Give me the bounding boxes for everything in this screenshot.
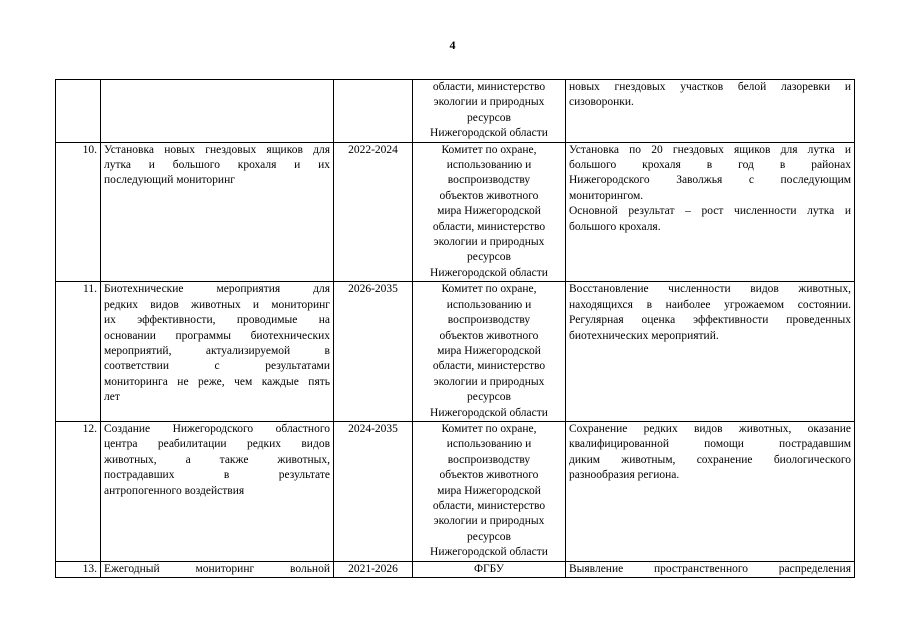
action-cell xyxy=(101,80,334,143)
row-number-cell: 13. xyxy=(56,561,101,577)
action-cell xyxy=(101,561,334,577)
result-line: Выявление пространственного распределения xyxy=(569,562,851,575)
responsible-line: воспроизводству xyxy=(447,174,531,187)
responsible-line: Нижегородской области xyxy=(430,266,548,279)
responsible-line: использованию и xyxy=(446,298,532,311)
responsible-cell xyxy=(413,561,566,577)
responsible-line: Нижегородской области xyxy=(430,546,548,559)
action-line: пострадавших в результате xyxy=(104,469,330,482)
result-line: Нижегородского Заволжья с последующим xyxy=(569,174,851,187)
result-cell xyxy=(566,142,855,282)
result-line: большого крохаля. xyxy=(569,220,661,233)
responsible-line: воспроизводству xyxy=(447,314,531,327)
result-line: Основной результат – рост численности лутка и xyxy=(569,205,851,218)
table-body xyxy=(56,80,855,578)
result-line: Сохранение редких видов животных, оказание xyxy=(569,422,851,435)
action-line: Биотехнические мероприятия для xyxy=(104,283,330,296)
row-number-cell: 12. xyxy=(56,421,101,561)
responsible-line: ресурсов xyxy=(467,391,511,404)
result-line: Восстановление численности видов животных, xyxy=(569,283,851,296)
responsible-line: ресурсов xyxy=(467,251,511,264)
result-line: Регулярная оценка эффективности проведенных xyxy=(569,314,851,327)
measures-table xyxy=(55,79,855,578)
action-line: центра реабилитации редких видов xyxy=(104,438,330,451)
responsible-line: области, министерство xyxy=(432,220,546,233)
action-line: последующий мониторинг xyxy=(104,174,235,187)
result-line: квалифицированной помощи пострадавшим xyxy=(569,438,851,451)
result-cell xyxy=(566,561,855,577)
responsible-line: ФГБУ xyxy=(473,562,505,575)
responsible-line: мира Нижегородской xyxy=(437,484,541,497)
table-row xyxy=(56,421,855,561)
result-line: новых гнездовых участков белой лазоревки и xyxy=(569,81,851,93)
result-line: мониторингом. xyxy=(569,189,644,202)
row-number-cell: 11. xyxy=(56,282,101,422)
row-number-cell: 10. xyxy=(56,142,101,282)
table-row xyxy=(56,561,855,577)
responsible-line: объектов животного xyxy=(439,469,539,482)
period-cell: 2026-2035 xyxy=(334,282,413,422)
period-cell xyxy=(334,80,413,143)
action-line: редких видов животных и мониторинг xyxy=(104,298,330,311)
table-row xyxy=(56,142,855,282)
responsible-line: Нижегородской области xyxy=(430,127,548,140)
responsible-line: экологии и природных xyxy=(433,96,545,109)
responsible-cell xyxy=(413,421,566,561)
action-line: мониторинга не реже, чем каждые пять xyxy=(104,375,330,388)
responsible-line: мира Нижегородской xyxy=(437,344,541,357)
responsible-line: воспроизводству xyxy=(447,453,531,466)
period-cell: 2022-2024 xyxy=(334,142,413,282)
responsible-line: Нижегородской области xyxy=(430,406,548,419)
responsible-line: области, министерство xyxy=(432,360,546,373)
page-number: 4 xyxy=(449,38,456,52)
result-line: находящихся в наиболее угрожаемом состоянии. xyxy=(569,298,851,311)
action-line: антропогенного воздействия xyxy=(104,484,245,497)
row-number-cell xyxy=(56,80,101,143)
responsible-line: Комитет по охране, xyxy=(441,422,537,435)
result-cell xyxy=(566,421,855,561)
action-line: Создание Нижегородского областного xyxy=(104,422,330,435)
responsible-line: области, министерство xyxy=(432,499,546,512)
action-line: мероприятий, актуализируемой в xyxy=(104,344,330,357)
result-line: большого крохаля в год в районах xyxy=(569,159,851,172)
action-line: их эффективности, проводимые на xyxy=(104,314,330,327)
action-line: лутка и большого крохаля и их xyxy=(104,159,330,172)
action-line: соответствии с результатами xyxy=(104,360,330,373)
responsible-line: экологии и природных xyxy=(433,375,545,388)
period-cell: 2021-2026 xyxy=(334,561,413,577)
result-cell xyxy=(566,80,855,143)
result-line: разнообразия региона. xyxy=(569,469,680,482)
responsible-line: Комитет по охране, xyxy=(441,143,537,156)
responsible-line: использованию и xyxy=(446,438,532,451)
responsible-line: Комитет по охране, xyxy=(441,283,537,296)
action-line: лет xyxy=(104,391,120,404)
table-row xyxy=(56,282,855,422)
result-line: сизоворонки. xyxy=(569,96,634,109)
action-line: животных, а также животных, xyxy=(104,453,330,466)
responsible-line: ресурсов xyxy=(467,530,511,543)
responsible-cell xyxy=(413,80,566,143)
result-line: биотехнических мероприятий. xyxy=(569,329,719,342)
result-line: диким животным, сохранение биологического xyxy=(569,453,851,466)
responsible-line: объектов животного xyxy=(439,189,539,202)
period-cell: 2024-2035 xyxy=(334,421,413,561)
responsible-line: области, министерство xyxy=(432,81,546,93)
action-cell xyxy=(101,282,334,422)
responsible-line: экологии и природных xyxy=(433,236,545,249)
action-cell xyxy=(101,142,334,282)
responsible-line: мира Нижегородской xyxy=(437,205,541,218)
responsible-line: объектов животного xyxy=(439,329,539,342)
action-line: Ежегодный мониторинг вольной xyxy=(104,562,330,575)
table-row xyxy=(56,80,855,143)
responsible-line: ресурсов xyxy=(467,111,511,124)
result-cell xyxy=(566,282,855,422)
responsible-cell xyxy=(413,282,566,422)
responsible-cell xyxy=(413,142,566,282)
action-line: основании программы биотехнических xyxy=(104,329,330,342)
responsible-line: использованию и xyxy=(446,159,532,172)
action-cell xyxy=(101,421,334,561)
result-line: Установка по 20 гнездовых ящиков для лутка и xyxy=(569,143,851,156)
responsible-line: экологии и природных xyxy=(433,515,545,528)
action-line: Установка новых гнездовых ящиков для xyxy=(104,143,330,156)
